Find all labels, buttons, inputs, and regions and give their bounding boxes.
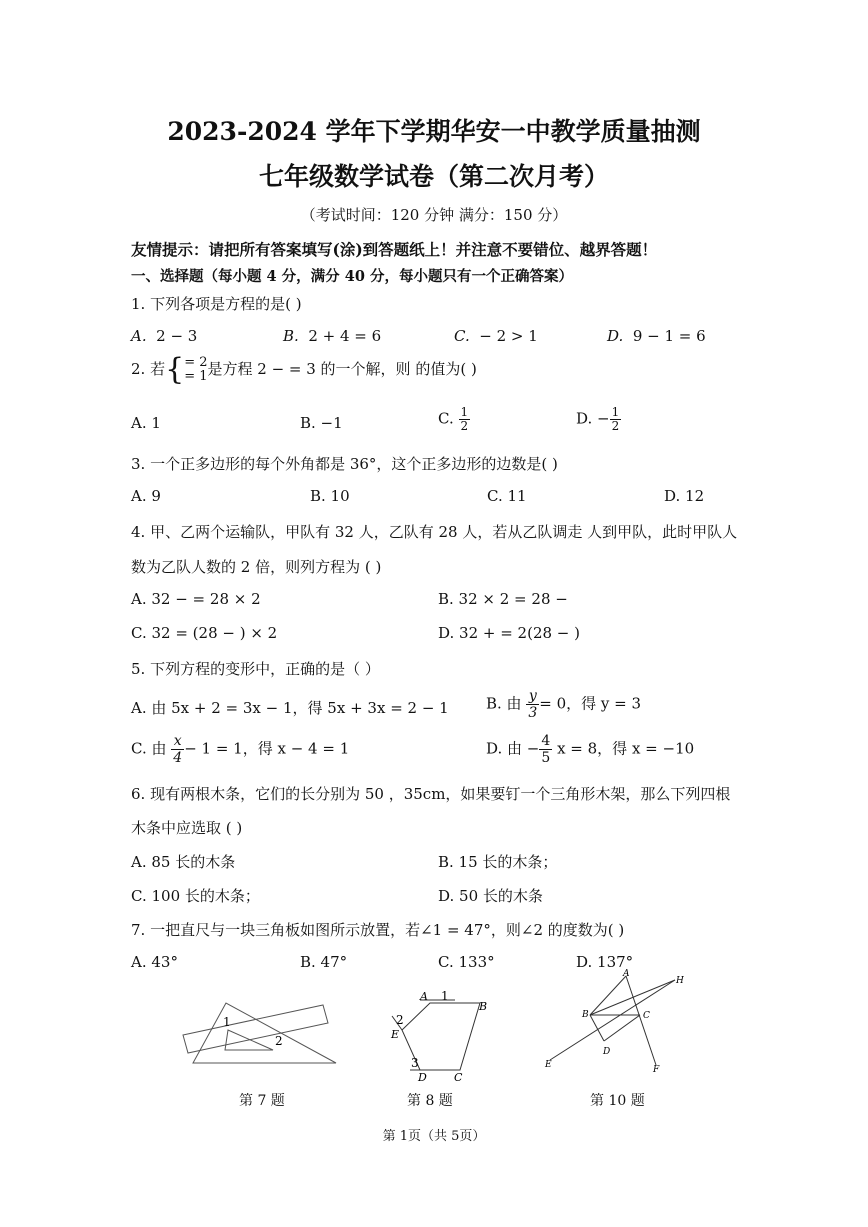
figure-10-caption: 第 10 题 xyxy=(590,1093,645,1109)
question-2-option-d: D. − $\frac{1}{2}$ xyxy=(576,405,620,433)
figure-8-label-c: C xyxy=(454,1071,463,1084)
question-4-stem-line1: 4. 甲、乙两个运输队，甲队有 32 人，乙队有 28 人，若从乙队调走 人到甲队，此时甲队人 xyxy=(131,523,738,541)
brace: { xyxy=(165,352,185,387)
exam-info: （考试时间：120 分钟 满分：150 分） xyxy=(300,206,568,224)
section-heading: 一、选择题（每小题 4 分，满分 40 分，每小题只有一个正确答案） xyxy=(131,268,573,285)
question-2-option-c: C. $\frac{1}{2}$ xyxy=(438,405,469,433)
question-5-option-d: D. 由 − $\frac{4}{5}$ x = 8，得 x = −10 xyxy=(486,733,695,766)
question-2-option-a: A. 1 xyxy=(131,414,161,432)
figure-7-ruler-triangle xyxy=(178,995,343,1070)
question-5-option-c: C. 由 $\frac{x}{4}$ − 1 = 1，得 x − 4 = 1 xyxy=(131,733,350,766)
question-2-stem: 2. 若{ = 2 = 1 是方程 2 − = 3 的一个解，则 的值为( ) xyxy=(131,352,477,387)
page-title: 2023-2024 学年下学期华安一中教学质量抽测 xyxy=(167,117,701,146)
question-4-option-a: A. 32 − = 28 × 2 xyxy=(131,590,261,608)
figure-8-caption: 第 8 题 xyxy=(407,1093,453,1109)
page-subtitle: 七年级数学试卷（第二次月考） xyxy=(258,162,609,191)
figure-8-label-a: A xyxy=(420,990,428,1003)
question-7-option-a: A. 43° xyxy=(131,953,178,971)
question-5-option-a: A. 由 5x + 2 = 3x − 1，得 5x + 3x = 2 − 1 xyxy=(131,699,449,717)
figure-10-label-a: A xyxy=(623,969,630,979)
figure-10-label-c: C xyxy=(643,1011,650,1021)
question-2-option-b: B. −1 xyxy=(300,414,343,432)
question-6-option-b: B. 15 长的木条； xyxy=(438,853,558,871)
question-4-stem-line2: 数为乙队人数的 2 倍，则列方程为 ( ) xyxy=(131,558,382,576)
question-3-option-a: A. 9 xyxy=(131,487,161,505)
question-7-option-c: C. 133° xyxy=(438,953,495,971)
figure-7-label-1: 1 xyxy=(223,1015,231,1029)
question-6-option-c: C. 100 长的木条； xyxy=(131,887,260,905)
figure-8-label-e: E xyxy=(391,1028,400,1041)
question-1-option-a: A. 2 − 3 xyxy=(131,327,198,345)
figure-10-geometry xyxy=(540,968,690,1076)
figure-10-label-b: B xyxy=(582,1010,589,1020)
question-1-option-c: C. − 2 > 1 xyxy=(454,327,538,345)
figure-10-label-e: E xyxy=(545,1060,552,1070)
figure-10-label-f: F xyxy=(653,1065,660,1075)
figure-8-label-1: 1 xyxy=(441,989,449,1003)
question-6-stem-line2: 木条中应选取 ( ) xyxy=(131,819,243,837)
figure-8-label-d: D xyxy=(418,1071,427,1084)
question-1-option-b: B. 2 + 4 = 6 xyxy=(283,327,382,345)
question-7-stem: 7. 一把直尺与一块三角板如图所示放置，若∠1 = 47°，则∠2 的度数为( ) xyxy=(131,921,625,939)
question-4-option-c: C. 32 = (28 − ) × 2 xyxy=(131,624,278,642)
equation-system: = 2 = 1 xyxy=(184,355,208,384)
figure-10-label-h: H xyxy=(676,976,684,986)
question-6-option-d: D. 50 长的木条 xyxy=(438,887,543,905)
question-6-option-a: A. 85 长的木条 xyxy=(131,853,236,871)
figure-10-label-d: D xyxy=(603,1047,611,1057)
question-6-stem-line1: 6. 现有两根木条，它们的长分别为 50 ，35cm，如果要钉一个三角形木架，那么下列四根 xyxy=(131,785,731,803)
question-3-stem: 3. 一个正多边形的每个外角都是 36°，这个正多边形的边数是( ) xyxy=(131,455,558,473)
question-3-option-b: B. 10 xyxy=(310,487,350,505)
page-footer: 第 1页（共 5页） xyxy=(382,1129,486,1144)
question-5-option-b: B. 由 $\frac{y}{3}$ = 0，得 y = 3 xyxy=(486,688,642,721)
figure-8-label-b: B xyxy=(479,1000,488,1013)
question-3-option-d: D. 12 xyxy=(664,487,705,505)
figure-8-label-3: 3 xyxy=(411,1056,419,1070)
question-5-stem: 5. 下列方程的变形中，正确的是（ ） xyxy=(131,660,380,678)
figure-7-label-2: 2 xyxy=(275,1034,283,1048)
figure-7-caption: 第 7 题 xyxy=(239,1093,285,1109)
figure-8-pentagon xyxy=(380,988,500,1086)
question-3-option-c: C. 11 xyxy=(487,487,527,505)
notice: 友情提示：请把所有答案填写(涂)到答题纸上！并注意不要错位、越界答题！ xyxy=(131,240,658,259)
question-4-option-d: D. 32 + = 2(28 − ) xyxy=(438,624,580,642)
question-4-option-b: B. 32 × 2 = 28 − xyxy=(438,590,568,608)
question-1-stem: 1. 下列各项是方程的是( ) xyxy=(131,295,302,313)
question-7-option-d: D. 137° xyxy=(576,953,634,971)
question-1-option-d: D. 9 − 1 = 6 xyxy=(607,327,706,345)
figure-8-label-2: 2 xyxy=(396,1013,404,1027)
question-7-option-b: B. 47° xyxy=(300,953,348,971)
